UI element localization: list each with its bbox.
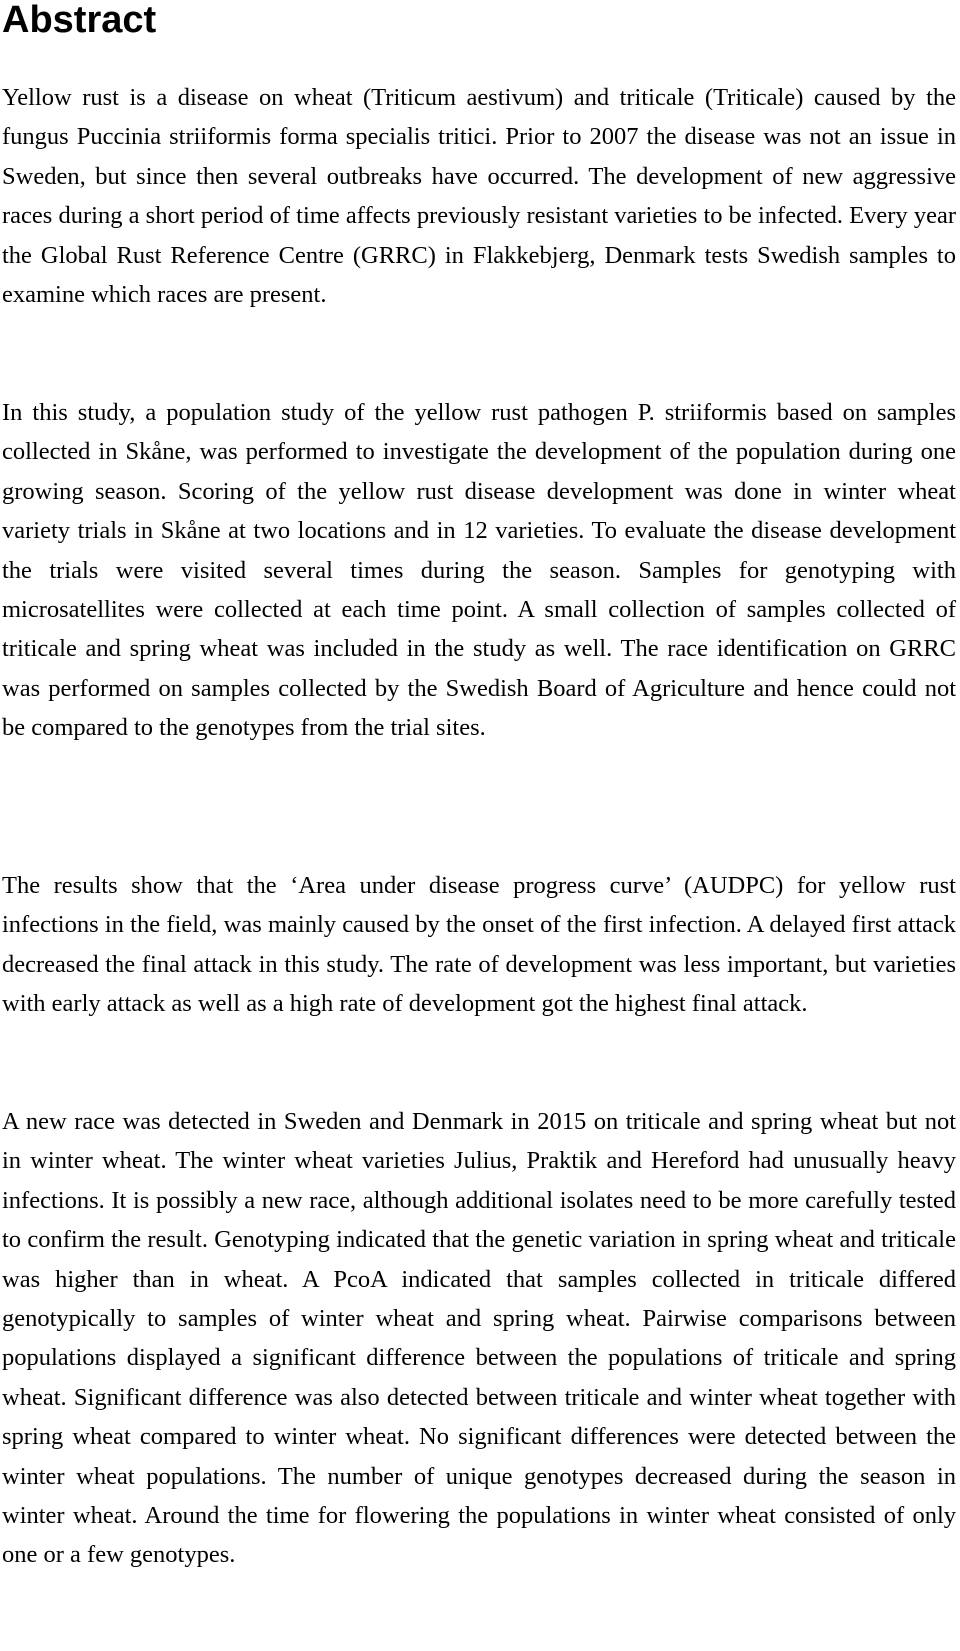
abstract-paragraph-1: Yellow rust is a disease on wheat (Triticum aestivum) and triticale (Triticale) caused by the fungus Puccinia striiformis forma specialis tritici. Prior to 2007 the disease was not an issue in Sweden, but since then several outbreaks have occurred. The development of new aggressive races during a short period of time affects previously resistant varieties to be infected. Every year the Global Rust Reference Centre (GRRC) in Flakkebjerg, Denmark tests Swedish samples to examine which races are present. bbox=[2, 84, 956, 309]
abstract-paragraph-3: The results show that the ‘Area under disease progress curve’ (AUDPC) for yellow rust infections in the field, was mainly caused by the onset of the first infection. A delayed first attack decreased the final attack in this study. The rate of development was less important, but varieties with early attack as well as a high rate of development got the highest final attack. bbox=[2, 872, 956, 1018]
document-page bbox=[2, 0, 956, 1569]
abstract-heading: Abstract bbox=[2, 0, 157, 41]
abstract-paragraph-4: A new race was detected in Sweden and Denmark in 2015 on triticale and spring wheat but not in winter wheat. The winter wheat varieties Julius, Praktik and Hereford had unusually heavy infections. It is possibly a new race, although additional isolates need to be more carefully tested to confirm the result. Genotyping indicated that the genetic variation in spring wheat and triticale was higher than in wheat. A PcoA indicated that samples collected in triticale differed genotypically to samples of winter wheat and spring wheat. Pairwise comparisons between populations displayed a significant difference between the populations of triticale and spring wheat. Significant difference was also detected between triticale and winter wheat together with spring wheat compared to winter wheat. No significant differences were detected between the winter wheat populations. The number of unique genotypes decreased during the season in winter wheat. Around the time for flowering the populations in winter wheat consisted of only one or a few genotypes. bbox=[2, 1108, 956, 1569]
abstract-paragraph-2: In this study, a population study of the yellow rust pathogen P. striiformis based on samples collected in Skåne, was performed to investigate the development of the population during one growing season. Scoring of the yellow rust disease development was done in winter wheat variety trials in Skåne at two locations and in 12 varieties. To evaluate the disease development the trials were visited several times during the season. Samples for genotyping with microsatellites were collected at each time point. A small collection of samples collected of triticale and spring wheat was included in the study as well. The race identification on GRRC was performed on samples collected by the Swedish Board of Agriculture and hence could not be compared to the genotypes from the trial sites. bbox=[2, 399, 956, 742]
